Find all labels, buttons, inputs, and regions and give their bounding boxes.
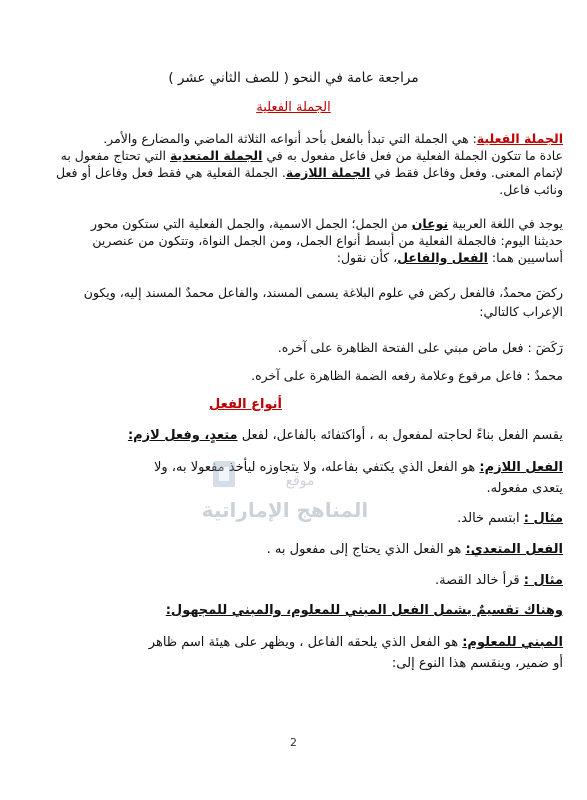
intransitive-line1: الفعل اللازم: هو الفعل الذي يكتفي بفاعله، ولا يتجاوزه ليأخذ مفعولا به، ولا [153, 460, 563, 475]
svg-text:موقع: موقع [285, 473, 315, 489]
parse-line-muhammad: محمدٌ : فاعل مرفوع وعلامة رفعه الضمة الظاهرة على آخره. [251, 368, 563, 383]
para3-line2: الإعراب كالتالي: [479, 304, 563, 319]
para1-line1: الجملة الفعلية: هي الجملة التي تبدأ بالفعل بأحد أنواعه الثلاثة الماضي والمضارع والأمر. [103, 131, 563, 146]
heading-verb-types: أنواع الفعل [209, 397, 282, 412]
term-intransitive-sentence: الجملة اللازمة [285, 165, 371, 180]
term-intransitive-verb: الفعل اللازم: [479, 460, 563, 475]
term-transitive-verb: الفعل المتعدي: [465, 542, 563, 557]
term-active-voice: المبني للمعلوم: [462, 635, 563, 650]
heading-verbal-sentence: الجملة الفعلية [256, 100, 331, 115]
division-line: وهناك تقسيمٌ يشمل الفعل المبني للمعلوم، والمبني للمجهول: [165, 603, 563, 618]
para2-line1: يوجد في اللغة العربية نوعان من الجمل؛ الجمل الاسمية، والجمل الفعلية التي ستكون محور [91, 216, 563, 231]
page-number: 2 [290, 736, 297, 749]
term-verbal-sentence: الجملة الفعلية [476, 131, 563, 146]
page-title: مراجعة عامة في النحو ( للصف الثاني عشر ) [168, 70, 419, 86]
parse-line-rakada: رَكَضَ : فعل ماض مبني على الفتحة الظاهرة على آخره. [277, 340, 563, 355]
example1: مثال : ابتسم خالد. [457, 511, 563, 526]
term-transitive-sentence: الجملة المتعدية [169, 148, 263, 163]
svg-text:المناهج الإماراتية: المناهج الإماراتية [201, 498, 369, 522]
para2-line3: أساسيين هما: الفعل والفاعل، كأن نقول: [336, 250, 563, 265]
active-voice-line2: أو ضمير، وينقسم هذا النوع إلى: [391, 656, 563, 671]
para1-line4: ونائب فاعل. [499, 182, 563, 197]
example2: مثال : قرأ خالد القصة. [435, 573, 563, 588]
para2-line2: حديثنا اليوم: فالجملة الفعلية من أبسط أنواع الجمل، ومن الجمل النواة، وتتكون من عنصرين [92, 233, 563, 248]
para1-line2: عادة ما تتكون الجملة الفعلية من فعل فاعل مفعول به في الجملة المتعدية التي تحتاج مفعول به [60, 148, 563, 163]
para1-line3: لإتمام المعنى. وفعل وفاعل فقط في الجملة اللازمة. الجملة الفعلية هي فقط فعل وفاعل أو فعل [56, 165, 563, 180]
para4-line1: يقسم الفعل بناءً لحاجته لمفعول به ، أواكتفائه بالفاعل، لفعل متعدٍ، وفعل لازم: [127, 428, 563, 443]
para3-line1: ركضَ محمدٌ، فالفعل ركض في علوم البلاغة يسمى المسند، والفاعل محمدٌ المسند إليه، ويكون [83, 285, 563, 300]
transitive-line1: الفعل المتعدي: هو الفعل الذي يحتاج إلى مفعول به . [266, 542, 563, 557]
intransitive-line2: يتعدى مفعوله. [486, 481, 563, 496]
active-voice-line1: المبني للمعلوم: هو الفعل الذي يلحقه الفاعل ، ويظهر على هيئة اسم ظاهر [148, 635, 563, 650]
